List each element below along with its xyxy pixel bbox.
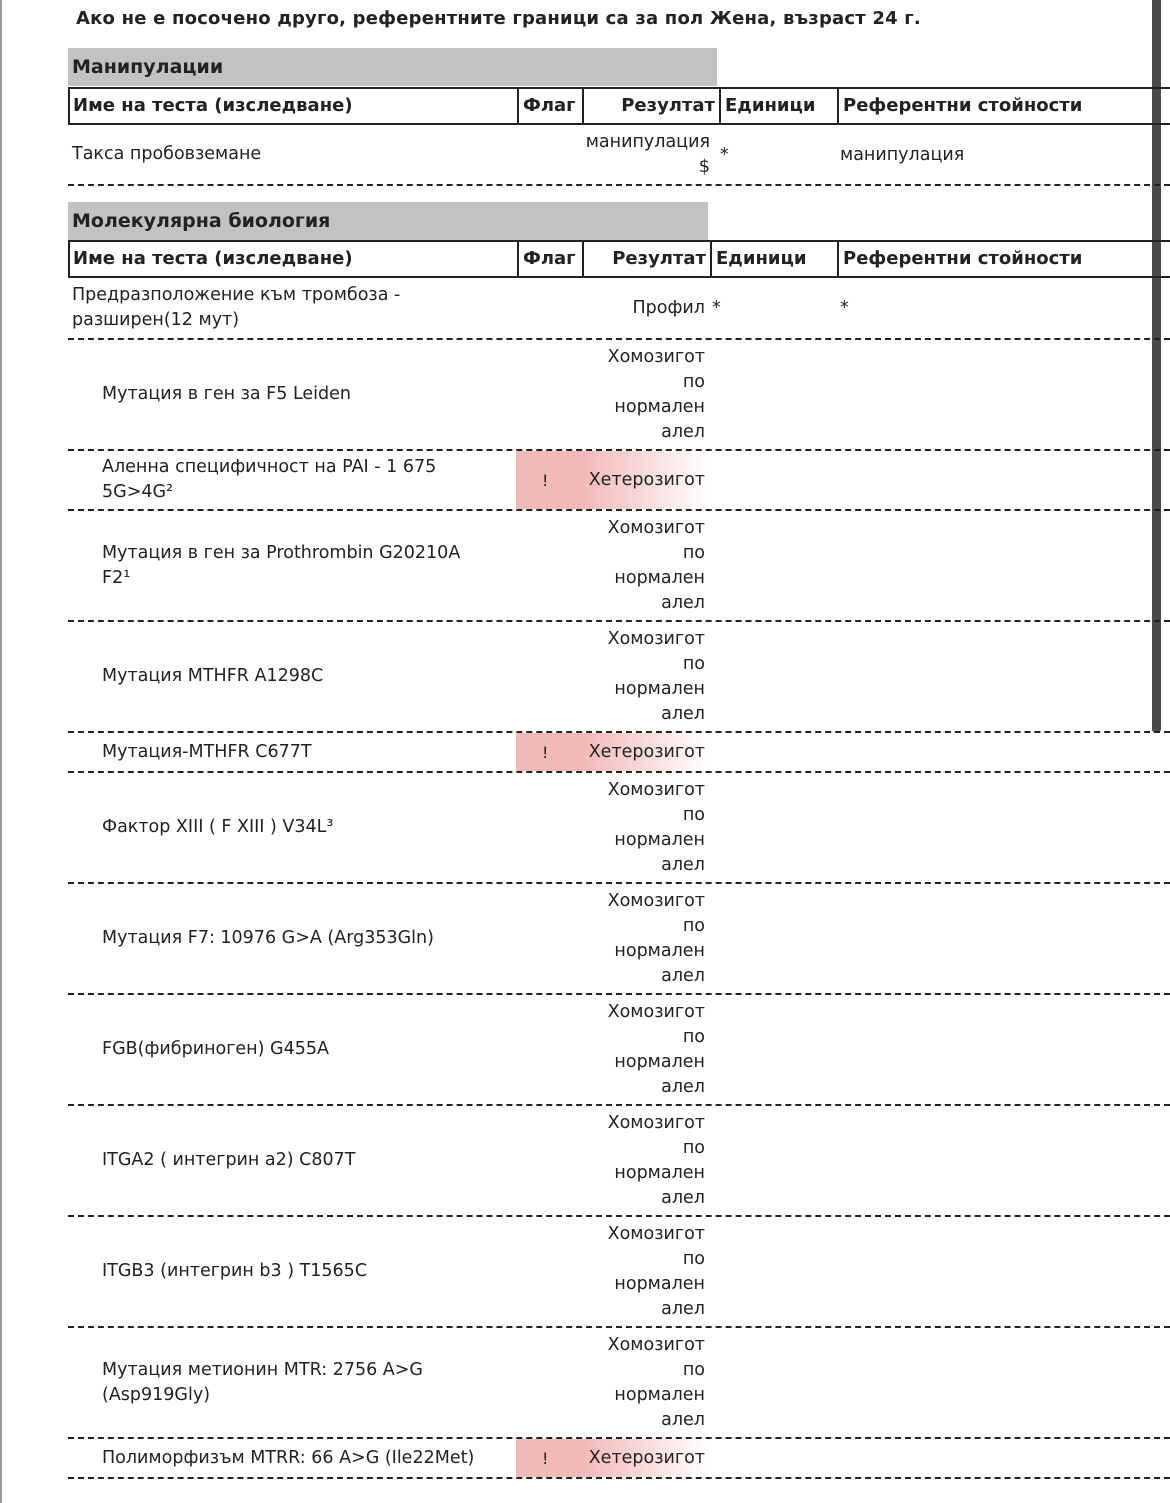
table-row bbox=[68, 451, 1170, 511]
test-name: ITGB3 (интегрин b3 ) T1565C bbox=[102, 1261, 368, 1281]
test-name: Мутация метионин MTR: 2756 A>G (Asp919Gly) bbox=[102, 1359, 423, 1405]
table-row bbox=[68, 1439, 1170, 1479]
table-row bbox=[68, 622, 1170, 733]
column-header-reference: Референтни стойности bbox=[837, 242, 1170, 276]
reference-note: Ако не е посочено друго, референтните граници са за пол Жена, възраст 24 г. bbox=[76, 8, 921, 29]
test-result: Хомозигот по нормален алел bbox=[607, 1001, 705, 1097]
column-header-flag: Флаг bbox=[517, 242, 582, 276]
test-result: Хомозигот по нормален алел bbox=[607, 346, 705, 442]
column-header-name: Име на теста (изследване) bbox=[73, 248, 353, 269]
test-result: Хомозигот по нормален алел bbox=[607, 890, 705, 986]
table-header-molecular-biology bbox=[68, 240, 1170, 278]
flag-marker: ! bbox=[542, 742, 549, 762]
table-row bbox=[68, 995, 1170, 1106]
table-row bbox=[68, 1328, 1170, 1439]
test-name: Мутация в ген за F5 Leiden bbox=[102, 384, 351, 404]
table-row bbox=[68, 1106, 1170, 1217]
flag-marker: ! bbox=[542, 1448, 549, 1468]
test-name: FGB(фибриноген) G455A bbox=[102, 1039, 329, 1059]
column-header-flag: Флаг bbox=[517, 89, 582, 123]
test-name: Фактор XIII ( F XIII ) V34L³ bbox=[102, 817, 334, 837]
section-title-manipulations: Манипулации bbox=[68, 48, 717, 86]
table-row bbox=[68, 733, 1170, 773]
test-result: Хомозигот по нормален алел bbox=[607, 628, 705, 724]
test-name: Полиморфизъм MTRR: 66 A>G (Ile22Met) bbox=[102, 1447, 475, 1468]
test-reference: манипулация bbox=[840, 144, 965, 165]
section-title-molecular-biology: Молекулярна биология bbox=[68, 202, 708, 240]
column-header-units: Единици bbox=[719, 89, 837, 123]
test-name: ITGA2 ( интегрин a2) C807T bbox=[102, 1150, 356, 1170]
test-result: Хетерозигот bbox=[588, 1447, 705, 1468]
test-result: Хетерозигот bbox=[588, 741, 705, 762]
test-name: Мутация в ген за Prothrombin G20210A F2¹ bbox=[102, 542, 461, 588]
test-result: манипулация $ bbox=[585, 131, 710, 177]
test-name: Аленна специфичност на PAI - 1 675 5G>4G² bbox=[102, 457, 437, 502]
column-header-result: Резултат bbox=[582, 242, 710, 276]
page-left-border bbox=[0, 0, 2, 1503]
test-units: * bbox=[712, 298, 721, 318]
column-header-units: Единици bbox=[710, 242, 837, 276]
test-name: Мутация MTHFR A1298C bbox=[102, 666, 324, 686]
table-row bbox=[68, 773, 1170, 884]
test-name: Такса пробовземане bbox=[72, 144, 262, 164]
table-row bbox=[68, 340, 1170, 451]
table-row bbox=[68, 278, 1170, 340]
test-result: Хомозигот по нормален алел bbox=[607, 1334, 705, 1430]
column-header-name: Име на теста (изследване) bbox=[73, 95, 353, 116]
table-row bbox=[68, 511, 1170, 622]
test-units: * bbox=[720, 144, 729, 165]
table-row bbox=[68, 1217, 1170, 1328]
test-result: Профил bbox=[632, 297, 705, 318]
test-name: Мутация F7: 10976 G>A (Arg353Gln) bbox=[102, 928, 434, 948]
test-result: Хетерозигот bbox=[588, 469, 705, 490]
table-row bbox=[68, 125, 1170, 186]
test-result: Хомозигот по нормален алел bbox=[607, 517, 705, 613]
test-result: Хомозигот по нормален алел bbox=[607, 779, 705, 875]
test-result: Хомозигот по нормален алел bbox=[607, 1112, 705, 1208]
table-row bbox=[68, 884, 1170, 995]
test-result: Хомозигот по нормален алел bbox=[607, 1223, 705, 1319]
test-name: Предразположение към тромбоза - разширен(12 мут) bbox=[72, 285, 401, 330]
flag-marker: ! bbox=[542, 470, 549, 490]
column-header-reference: Референтни стойности bbox=[837, 89, 1170, 123]
test-name: Мутация-MTHFR C677T bbox=[102, 741, 312, 762]
table-header-manipulations bbox=[68, 87, 1170, 125]
test-reference: * bbox=[840, 298, 849, 318]
column-header-result: Резултат bbox=[582, 89, 719, 123]
